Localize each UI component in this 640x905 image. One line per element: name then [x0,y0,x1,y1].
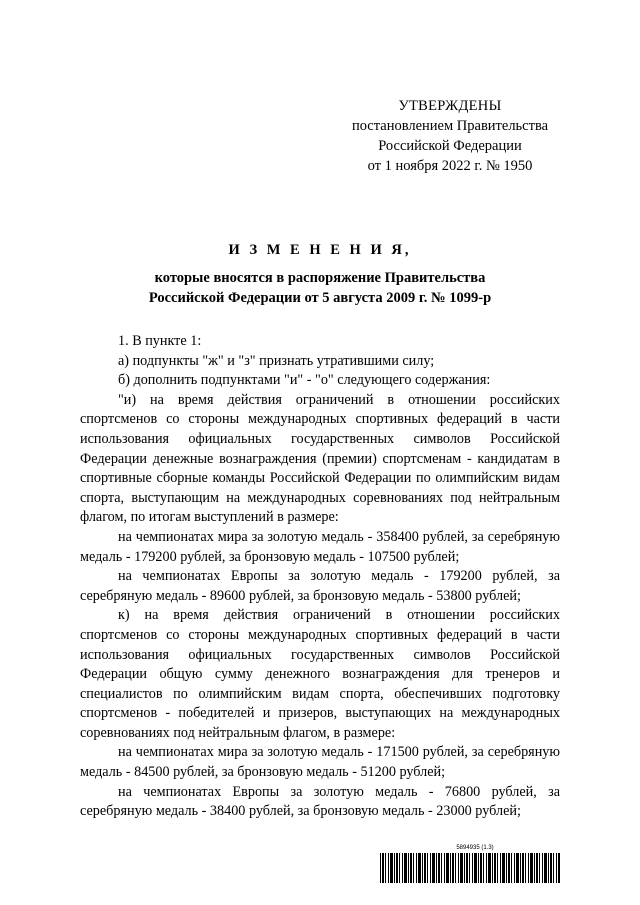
paragraph-europe-championships-athletes: на чемпионатах Европы за золотую медаль - 179200 рублей, за серебряную медаль - 89600 рублей, за бронзовую медаль - 53800 рублей; [80,568,560,604]
barcode-number: 5894935 (1.3) [456,845,494,851]
paragraph-world-championships-athletes: на чемпионатах мира за золотую медаль - 358400 рублей, за серебряную медаль - 179200 рублей, за бронзовую медаль - 107500 рублей; [80,528,560,565]
approval-stamp [340,96,560,176]
title-subtitle-line1: которые вносятся в распоряжение Правительства [154,270,486,286]
barcode-icon [380,853,560,883]
document-body [80,332,560,822]
approval-line-federation: Российской Федерации [378,138,522,154]
title-subtitle-line2: Российской Федерации от 5 августа 2009 г. № 1099-р [148,290,492,306]
approval-line-decree: постановлением Правительства [351,118,549,134]
paragraph-europe-championships-coaches: на чемпионатах Европы за золотую медаль - 76800 рублей, за серебряную медаль - 38400 рублей, за бронзовую медаль - 23000 рублей; [80,783,560,820]
document-title [80,240,560,308]
paragraph-subitem-a: а) подпункты "ж" и "з" признать утратившими силу; [118,352,435,369]
approval-line-date: от 1 ноября 2022 г. № 1950 [367,158,533,174]
paragraph-subitem-b: б) дополнить подпунктами "и" - "о" следующего содержания: [118,372,491,389]
paragraph-item-1: 1. В пункте 1: [118,333,202,349]
document-footer [380,845,560,883]
paragraph-subitem-i: "и) на время действия ограничений в отношении российских спортсменов со стороны международных спортивных федераций в части использования официальных государственных символов Российской Федерации денежные вознаграждения (премии) спортсменам - кандидатам в спортивные сборные команды Российской Федерации по олимпийским видам спорта, выступающим на международных соревнованиях под нейтральным флагом, по итогам выступлений в размере: [80,391,560,526]
paragraph-subitem-k: к) на время действия ограничений в отношении российских спортсменов со стороны международных спортивных федераций в части использования официальных государственных символов Российской Федерации общую сумму денежного вознаграждения для тренеров и специалистов по олимпийским видам спорта, обеспечивших подготовку спортсменов - победителей и призеров, выступающих на международных соревнованиях под нейтральным флагом, в размере: [80,607,560,741]
paragraph-world-championships-coaches: на чемпионатах мира за золотую медаль - 171500 рублей, за серебряную медаль - 84500 рублей, за бронзовую медаль - 51200 рублей; [80,744,560,781]
title-heading: И З М Е Н Е Н И Я, [228,242,412,258]
approval-heading: УТВЕРЖДЕНЫ [398,98,502,114]
